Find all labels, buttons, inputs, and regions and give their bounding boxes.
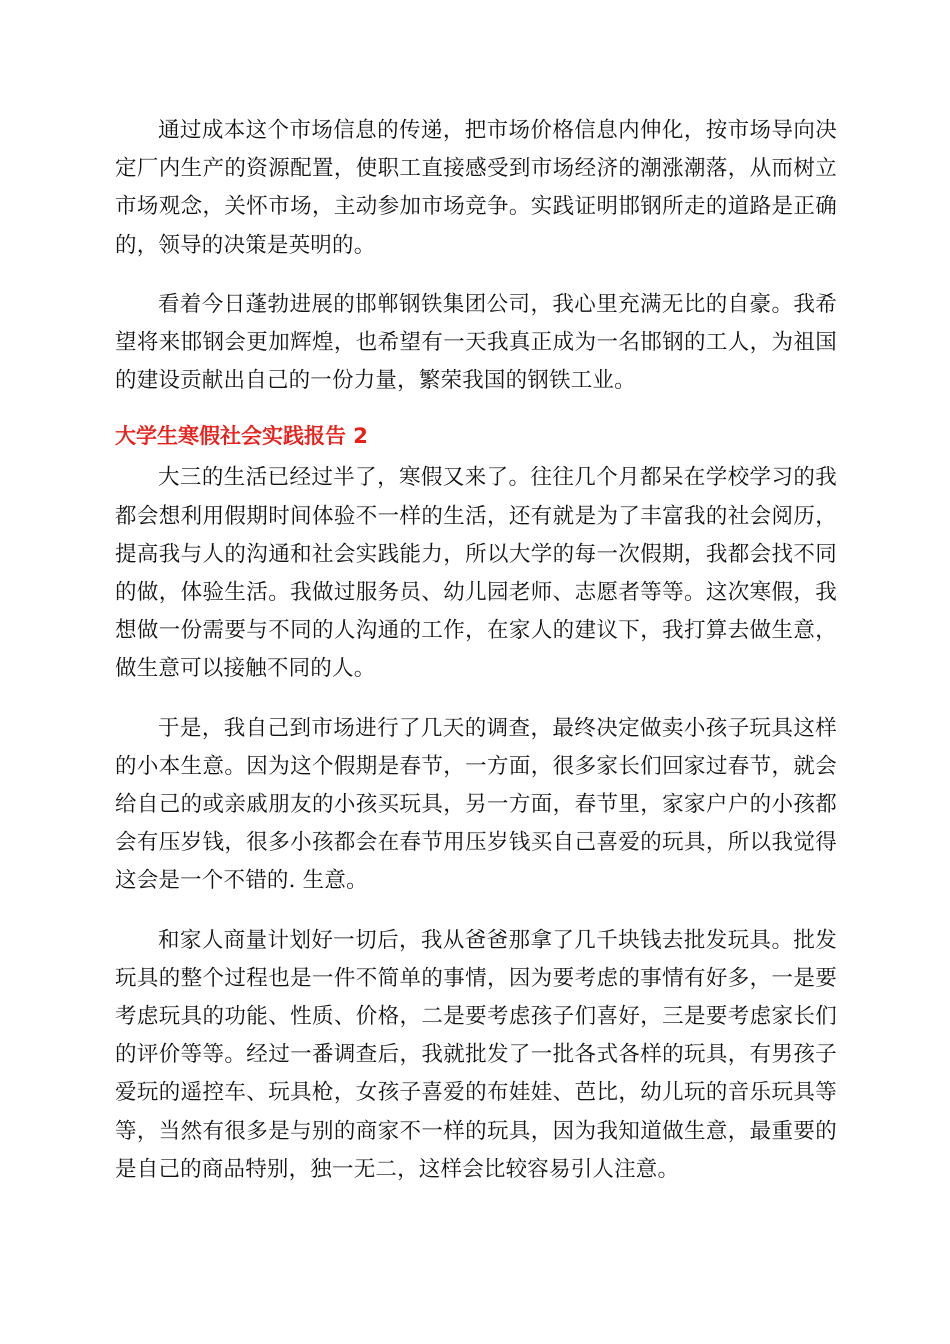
body-paragraph-5: 和家人商量计划好一切后，我从爸爸那拿了几千块钱去批发玩具。批发玩具的整个过程也是一件不简单的事情，因为要考虑的事情有好多，一是要考虑玩具的功能、性质、价格，二是要考虑孩子们喜好，三是要考虑家长们的评价等等。经过一番调查后，我就批发了一批各式各样的玩具，有男孩子爱玩的遥控车、玩具枪，女孩子喜爱的布娃娃、芭比，幼儿玩的音乐玩具等等，当然有很多是与别的商家不一样的玩具，因为我知道做生意，最重要的是自己的商品特别，独一无二，这样会比较容易引人注意。	[115, 927, 837, 1182]
body-paragraph-2: 看着今日蓬勃进展的邯郸钢铁集团公司，我心里充满无比的自豪。我希望将来邯钢会更加辉煌，也希望有一天我真正成为一名邯钢的工人，为祖国的建设贡献出自己的一份力量，繁荣我国的钢铁工业。	[115, 291, 837, 394]
document-page	[115, 112, 837, 1189]
body-paragraph-4: 于是，我自己到市场进行了几天的调查，最终决定做卖小孩子玩具这样的小本生意。因为这个假期是春节，一方面，很多家长们回家过春节，就会给自己的或亲戚朋友的小孩买玩具，另一方面，春节里，家家户户的小孩都会有压岁钱，很多小孩都会在春节用压岁钱买自己喜爱的玩具，所以我觉得这会是一个不错的. 生意。	[115, 715, 837, 894]
section-heading: 大学生寒假社会实践报告 2	[115, 424, 368, 449]
body-paragraph-3: 大三的生活已经过半了，寒假又来了。往往几个月都呆在学校学习的我都会想利用假期时间体验不一样的生活，还有就是为了丰富我的社会阅历，提高我与人的沟通和社会实践能力，所以大学的每一次假期，我都会找不同的做，体验生活。我做过服务员、幼儿园老师、志愿者等等。这次寒假，我想做一份需要与不同的人沟通的工作，在家人的建议下，我打算去做生意，做生意可以接触不同的人。	[115, 465, 837, 682]
body-paragraph-1: 通过成本这个市场信息的传递，把市场价格信息内伸化，按市场导向决定厂内生产的资源配置，使职工直接感受到市场经济的潮涨潮落，从而树立市场观念，关怀市场，主动参加市场竞争。实践证明邯钢所走的道路是正确的，领导的决策是英明的。	[115, 118, 837, 258]
